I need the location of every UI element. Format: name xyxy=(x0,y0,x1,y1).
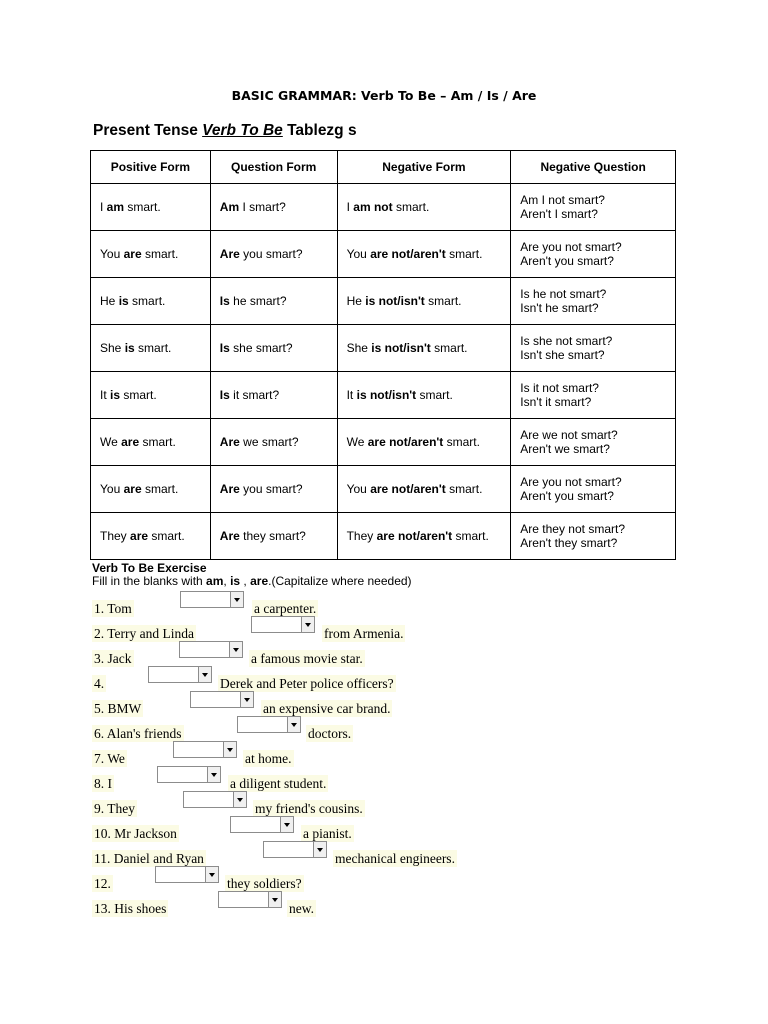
verb-text: are not/aren't xyxy=(376,529,453,543)
negative-question-line: Aren't you smart? xyxy=(520,254,614,268)
cell-pos xyxy=(91,466,211,513)
chevron-down-icon[interactable] xyxy=(230,592,243,607)
negative-question-line: Aren't they smart? xyxy=(520,536,618,550)
exercise-title: Verb To Be Exercise xyxy=(92,561,207,575)
exercise-item-text: 11. Daniel and Ryan xyxy=(94,851,204,866)
cell-q xyxy=(210,466,337,513)
exercise-item-text: 1. Tom xyxy=(94,601,132,616)
cell-pos xyxy=(91,325,211,372)
exercise-item-rest: a pianist. xyxy=(303,826,352,841)
chevron-down-icon[interactable] xyxy=(301,617,314,632)
cell-text: You xyxy=(346,482,371,496)
exercise-item-text: 8. I xyxy=(94,776,112,791)
answer-dropdown[interactable] xyxy=(218,891,282,908)
exercise-item-text: 6. Alan's friends xyxy=(94,726,182,741)
negative-question-line: Aren't you smart? xyxy=(520,489,614,503)
cell-text: smart. xyxy=(141,482,179,496)
cell-text: she smart? xyxy=(229,341,293,355)
verb-text: are xyxy=(121,435,140,449)
cell-text: they smart? xyxy=(239,529,306,543)
cell-neg xyxy=(337,419,511,466)
verb-text: is not/isn't xyxy=(365,294,425,308)
table-row xyxy=(91,231,676,278)
negative-question-line: Isn't she smart? xyxy=(520,348,605,362)
cell-negative-question xyxy=(511,466,676,513)
cell-text: you smart? xyxy=(239,247,303,261)
cell-text: smart. xyxy=(452,529,489,543)
table-row xyxy=(91,278,676,325)
cell-q xyxy=(210,372,337,419)
negative-question-line: Is it not smart? xyxy=(520,381,599,395)
cell-text: smart. xyxy=(424,294,462,308)
cell-text: smart. xyxy=(120,388,157,402)
cell-neg xyxy=(337,231,511,278)
negative-question-line: Aren't I smart? xyxy=(520,207,598,221)
answer-dropdown[interactable] xyxy=(157,766,221,783)
table-header-row xyxy=(91,151,676,184)
verb-text: Are xyxy=(219,247,240,261)
document-title: BASIC GRAMMAR: Verb To Be – Am / Is / Are xyxy=(231,88,537,103)
exercise-item-text: 7. We xyxy=(94,751,125,766)
cell-text: We xyxy=(100,435,122,449)
negative-question-line: Isn't it smart? xyxy=(520,395,592,409)
cell-negative-question xyxy=(511,231,676,278)
cell-q xyxy=(210,184,337,231)
chevron-down-icon[interactable] xyxy=(313,842,326,857)
cell-negative-question xyxy=(511,278,676,325)
table-body xyxy=(91,184,676,560)
answer-dropdown[interactable] xyxy=(237,716,301,733)
negative-question-line: Are they not smart? xyxy=(520,522,625,536)
chevron-down-icon[interactable] xyxy=(240,692,253,707)
table-title-prefix: Present Tense xyxy=(93,122,203,139)
negative-question-line: Is he not smart? xyxy=(520,287,607,301)
table-title-suffix: Tablezg s xyxy=(282,122,357,139)
cell-text: smart. xyxy=(124,200,161,214)
cell-negative-question xyxy=(511,372,676,419)
cell-text: smart. xyxy=(445,482,483,496)
answer-dropdown[interactable] xyxy=(263,841,327,858)
exercise-item-rest: mechanical engineers. xyxy=(335,851,455,866)
cell-neg xyxy=(337,184,511,231)
cell-text: smart. xyxy=(392,200,430,214)
cell-text: I xyxy=(346,200,354,214)
cell-text: We xyxy=(346,435,368,449)
exercise-item-text: 13. His shoes xyxy=(94,901,167,916)
cell-neg xyxy=(337,466,511,513)
cell-text: you smart? xyxy=(239,482,303,496)
cell-text: it smart? xyxy=(229,388,280,402)
header-negative-form: Negative Form xyxy=(337,151,511,184)
cell-negative-question xyxy=(511,419,676,466)
instr-tail: .(Capitalize where needed) xyxy=(268,574,412,588)
negative-question-line: Are you not smart? xyxy=(520,475,622,489)
cell-pos xyxy=(91,513,211,560)
negative-question-line: Are you not smart? xyxy=(520,240,622,254)
instr-is: is xyxy=(230,574,241,588)
exercise-item-rest: new. xyxy=(289,901,314,916)
answer-dropdown[interactable] xyxy=(180,591,244,608)
cell-text: He xyxy=(346,294,366,308)
cell-q xyxy=(210,513,337,560)
chevron-down-icon[interactable] xyxy=(280,817,293,832)
exercise-item-rest: a famous movie star. xyxy=(251,651,363,666)
cell-negative-question xyxy=(511,325,676,372)
exercise-item-text: 12. xyxy=(94,876,111,891)
instr-are: are xyxy=(250,574,269,588)
cell-pos xyxy=(91,231,211,278)
table-row xyxy=(91,466,676,513)
answer-dropdown[interactable] xyxy=(183,791,247,808)
cell-text: You xyxy=(100,482,124,496)
verb-text: am not xyxy=(353,200,393,214)
chevron-down-icon[interactable] xyxy=(198,667,211,682)
cell-text: It xyxy=(346,388,357,402)
cell-text: smart. xyxy=(445,247,483,261)
exercise-item-text: 9. They xyxy=(94,801,135,816)
cell-pos xyxy=(91,372,211,419)
exercise-item-rest: they soldiers? xyxy=(227,876,302,891)
cell-text: It xyxy=(100,388,111,402)
table-title xyxy=(93,122,357,140)
table-row xyxy=(91,325,676,372)
table-title-emphasis: Verb To Be xyxy=(202,122,283,139)
cell-neg xyxy=(337,325,511,372)
verb-text: is not/isn't xyxy=(356,388,417,402)
cell-text: smart. xyxy=(430,341,468,355)
cell-text: smart. xyxy=(139,435,176,449)
verb-text: are not/aren't xyxy=(367,435,444,449)
negative-question-line: Isn't he smart? xyxy=(520,301,599,315)
header-question-form: Question Form xyxy=(210,151,337,184)
cell-text: smart. xyxy=(148,529,185,543)
verb-text: is xyxy=(110,388,121,402)
chevron-down-icon[interactable] xyxy=(287,717,300,732)
table-row xyxy=(91,184,676,231)
cell-pos xyxy=(91,278,211,325)
answer-dropdown[interactable] xyxy=(251,616,315,633)
verb-to-be-table xyxy=(90,150,676,560)
chevron-down-icon[interactable] xyxy=(207,767,220,782)
cell-text: They xyxy=(100,529,131,543)
cell-text: She xyxy=(346,341,372,355)
exercise-item-rest: from Armenia. xyxy=(324,626,404,641)
cell-neg xyxy=(337,513,511,560)
cell-neg xyxy=(337,372,511,419)
instr-sep-2: , xyxy=(240,574,251,588)
cell-negative-question xyxy=(511,184,676,231)
header-negative-question: Negative Question xyxy=(511,151,676,184)
table-row xyxy=(91,513,676,560)
instr-sep-1: , xyxy=(223,574,231,588)
verb-text: are xyxy=(123,482,142,496)
cell-text: he smart? xyxy=(229,294,287,308)
header-positive-form: Positive Form xyxy=(91,151,211,184)
answer-dropdown[interactable] xyxy=(155,866,219,883)
cell-text: They xyxy=(346,529,377,543)
cell-text: we smart? xyxy=(239,435,299,449)
exercise-item-text: 10. Mr Jackson xyxy=(94,826,177,841)
exercise-item-rest: my friend's cousins. xyxy=(255,801,363,816)
table-row xyxy=(91,419,676,466)
exercise-item-text: 3. Jack xyxy=(94,651,132,666)
exercise-item-rest: Derek and Peter police officers? xyxy=(220,676,394,691)
cell-text: smart. xyxy=(416,388,453,402)
answer-dropdown[interactable] xyxy=(148,666,212,683)
cell-text: smart. xyxy=(128,294,166,308)
exercise-item-text: 2. Terry and Linda xyxy=(94,626,195,641)
verb-text: Is xyxy=(219,294,230,308)
verb-text: are not/aren't xyxy=(370,247,446,261)
cell-q xyxy=(210,325,337,372)
verb-text: are not/aren't xyxy=(370,482,446,496)
cell-pos xyxy=(91,419,211,466)
verb-text: Is xyxy=(219,388,230,402)
chevron-down-icon[interactable] xyxy=(233,792,246,807)
answer-dropdown[interactable] xyxy=(179,641,243,658)
verb-text: Are xyxy=(219,482,240,496)
exercise-item-rest: a diligent student. xyxy=(230,776,327,791)
cell-q xyxy=(210,419,337,466)
cell-q xyxy=(210,231,337,278)
exercise-instructions xyxy=(92,574,412,588)
cell-text: smart. xyxy=(141,247,179,261)
exercise-item-rest: a carpenter. xyxy=(254,601,317,616)
chevron-down-icon[interactable] xyxy=(268,892,281,907)
verb-text: Is xyxy=(219,341,230,355)
exercise-item-text: 5. BMW xyxy=(94,701,142,716)
verb-text: is not/isn't xyxy=(371,341,431,355)
exercise-item-rest: at home. xyxy=(245,751,292,766)
cell-text: I smart? xyxy=(239,200,286,214)
chevron-down-icon[interactable] xyxy=(229,642,242,657)
cell-text: smart. xyxy=(134,341,172,355)
exercise-item-rest: doctors. xyxy=(308,726,352,741)
cell-q xyxy=(210,278,337,325)
exercise-item-rest: an expensive car brand. xyxy=(263,701,391,716)
table-row xyxy=(91,372,676,419)
verb-text: are xyxy=(130,529,149,543)
cell-text: You xyxy=(100,247,124,261)
cell-text: He xyxy=(100,294,119,308)
instr-text: Fill in the blanks with xyxy=(92,574,207,588)
cell-pos xyxy=(91,184,211,231)
cell-text: You xyxy=(346,247,371,261)
verb-text: is xyxy=(118,294,129,308)
chevron-down-icon[interactable] xyxy=(205,867,218,882)
cell-text: I xyxy=(100,200,107,214)
verb-text: am xyxy=(106,200,125,214)
verb-text: Are xyxy=(219,435,240,449)
answer-dropdown[interactable] xyxy=(230,816,294,833)
verb-text: are xyxy=(123,247,142,261)
verb-text: Am xyxy=(219,200,240,214)
chevron-down-icon[interactable] xyxy=(223,742,236,757)
exercise-item-text: 4. xyxy=(94,676,105,691)
verb-text: Are xyxy=(219,529,240,543)
negative-question-line: Aren't we smart? xyxy=(520,442,610,456)
cell-text: She xyxy=(100,341,125,355)
negative-question-line: Are we not smart? xyxy=(520,428,618,442)
answer-dropdown[interactable] xyxy=(190,691,254,708)
instr-am: am xyxy=(206,574,224,588)
verb-text: is xyxy=(124,341,135,355)
cell-neg xyxy=(337,278,511,325)
answer-dropdown[interactable] xyxy=(173,741,237,758)
cell-text: smart. xyxy=(443,435,480,449)
cell-negative-question xyxy=(511,513,676,560)
negative-question-line: Am I not smart? xyxy=(520,193,605,207)
negative-question-line: Is she not smart? xyxy=(520,334,613,348)
